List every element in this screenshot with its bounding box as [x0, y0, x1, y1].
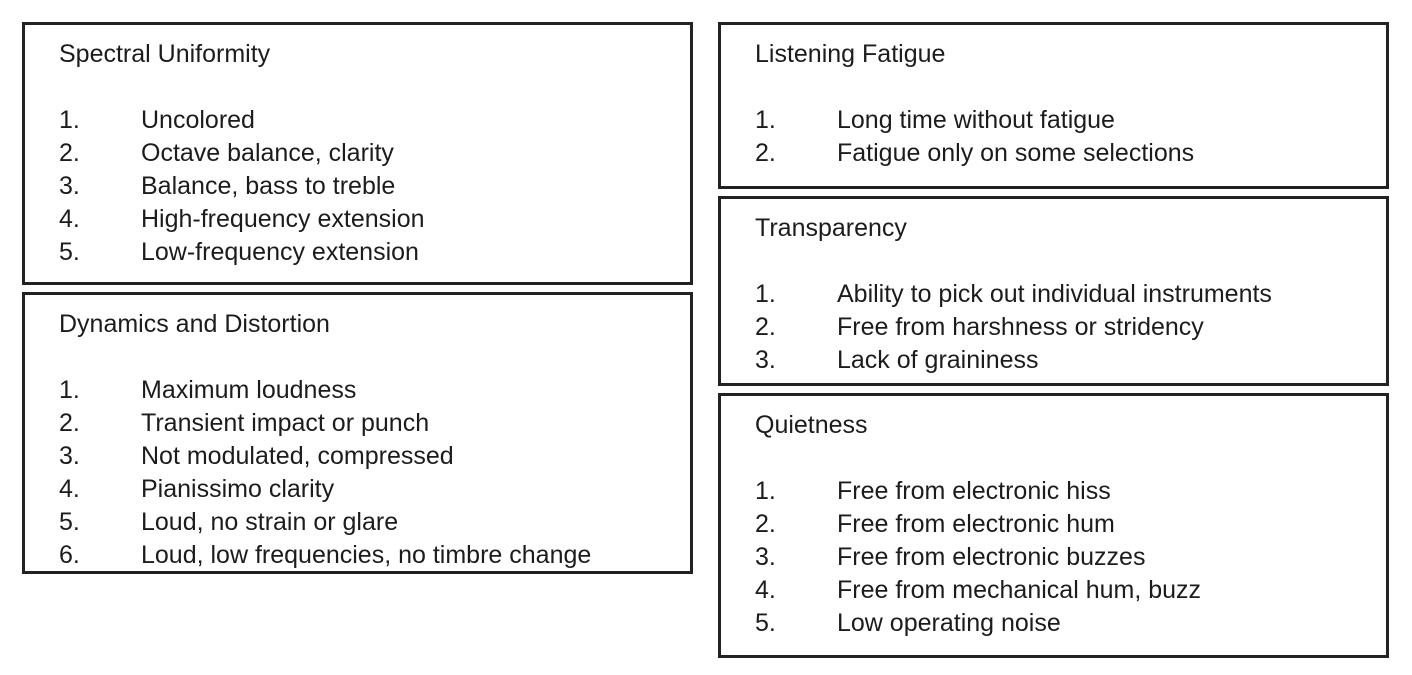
transparency-box — [718, 196, 1389, 386]
list-item — [59, 104, 425, 137]
spectral-uniformity-box — [22, 22, 693, 285]
list-item — [59, 473, 591, 506]
criteria-list — [755, 475, 1201, 640]
item-number: 3. — [755, 543, 776, 571]
item-text: Free from electronic buzzes — [837, 543, 1146, 571]
item-number: 3. — [59, 442, 80, 470]
item-number: 2. — [59, 409, 80, 437]
section-title: Listening Fatigue — [755, 40, 946, 68]
item-number: 5. — [755, 609, 776, 637]
list-item — [755, 104, 1194, 137]
section-title: Quietness — [755, 411, 868, 439]
item-number: 2. — [59, 139, 80, 167]
list-item — [59, 374, 591, 407]
criteria-list — [59, 104, 425, 269]
list-item — [59, 440, 591, 473]
item-text: Long time without fatigue — [837, 106, 1115, 134]
dynamics-distortion-box — [22, 292, 693, 574]
item-text: Free from electronic hum — [837, 510, 1115, 538]
list-item — [755, 311, 1272, 344]
item-number: 1. — [59, 376, 80, 404]
criteria-list — [755, 278, 1272, 377]
item-number: 4. — [59, 205, 80, 233]
item-number: 4. — [59, 475, 80, 503]
list-item — [755, 137, 1194, 170]
item-number: 1. — [755, 477, 776, 505]
item-text: Not modulated, compressed — [141, 442, 454, 470]
list-item — [59, 137, 425, 170]
criteria-list — [755, 104, 1194, 170]
list-item — [755, 475, 1201, 508]
item-text: Low operating noise — [837, 609, 1061, 637]
item-text: Free from mechanical hum, buzz — [837, 576, 1202, 604]
list-item — [755, 574, 1201, 607]
list-item — [59, 203, 425, 236]
list-item — [59, 170, 425, 203]
item-text: Low-frequency extension — [141, 238, 419, 266]
item-text: Pianissimo clarity — [141, 475, 335, 503]
section-title: Dynamics and Distortion — [59, 310, 330, 338]
item-number: 1. — [755, 106, 776, 134]
section-title: Spectral Uniformity — [59, 40, 271, 68]
list-item — [755, 344, 1272, 377]
item-number: 5. — [59, 508, 80, 536]
item-number: 5. — [59, 238, 80, 266]
list-item — [755, 508, 1201, 541]
item-text: Fatigue only on some selections — [837, 139, 1195, 167]
item-text: Ability to pick out individual instruments — [837, 280, 1272, 308]
list-item — [59, 506, 591, 539]
listening-fatigue-box — [718, 22, 1389, 189]
item-text: Free from electronic hiss — [837, 477, 1111, 505]
list-item — [755, 278, 1272, 311]
list-item — [755, 541, 1201, 574]
item-number: 2. — [755, 510, 776, 538]
item-number: 1. — [755, 280, 776, 308]
criteria-list — [59, 374, 591, 572]
item-text: Octave balance, clarity — [141, 139, 394, 167]
item-text: Transient impact or punch — [141, 409, 430, 437]
item-text: Loud, low frequencies, no timbre change — [141, 541, 592, 569]
item-text: Lack of graininess — [837, 346, 1039, 374]
item-number: 3. — [755, 346, 776, 374]
item-text: Maximum loudness — [141, 376, 357, 404]
list-item — [59, 539, 591, 572]
item-number: 1. — [59, 106, 80, 134]
item-text: Balance, bass to treble — [141, 172, 396, 200]
item-number: 2. — [755, 139, 776, 167]
item-number: 2. — [755, 313, 776, 341]
item-number: 6. — [59, 541, 80, 569]
item-text: Free from harshness or stridency — [837, 313, 1204, 341]
list-item — [59, 407, 591, 440]
item-number: 3. — [59, 172, 80, 200]
item-text: Uncolored — [141, 106, 255, 134]
item-number: 4. — [755, 576, 776, 604]
list-item — [755, 607, 1201, 640]
item-text: High-frequency extension — [141, 205, 425, 233]
section-title: Transparency — [755, 214, 907, 242]
item-text: Loud, no strain or glare — [141, 508, 399, 536]
list-item — [59, 236, 425, 269]
quietness-box — [718, 393, 1389, 658]
